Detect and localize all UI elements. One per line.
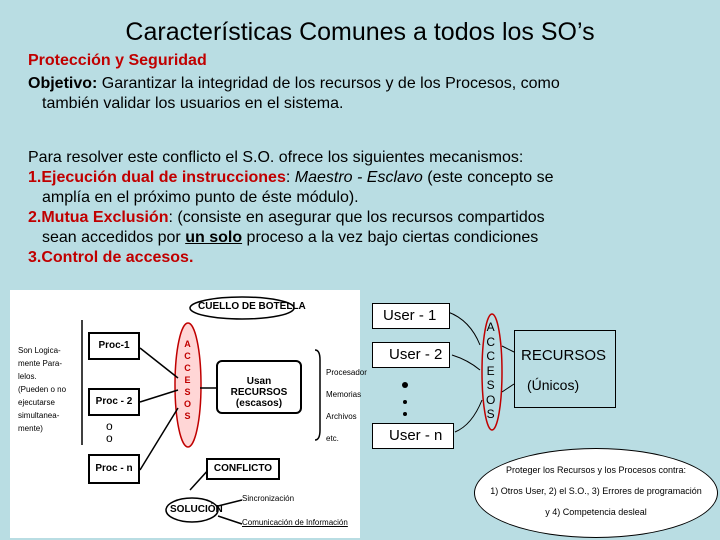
proc-2-label: Proc - 2: [95, 396, 133, 407]
user-1-box: [372, 303, 450, 329]
user-2-label: User - 2: [389, 346, 443, 363]
access-vertical-left: [184, 338, 191, 422]
user-1-label: User - 1: [383, 307, 437, 324]
mechanism-1-colon: :: [285, 169, 295, 186]
resources-box: [216, 360, 302, 414]
mechanism-1-italic: Maestro - Esclavo: [294, 169, 423, 186]
proc-n-box: [88, 454, 140, 484]
conflict-diagram: [10, 290, 367, 538]
access-letter: C: [486, 349, 495, 363]
side-note-line: (Pueden o no: [18, 385, 67, 394]
resource-type: Archivos: [326, 412, 357, 421]
mechanism-2-label: 2.Mutua Exclusión: [28, 209, 169, 226]
solution-item-1: Sincronización: [242, 494, 295, 503]
resources-box-line: (escasos): [235, 398, 283, 409]
protect-note-line-2: 1) Otros User, 2) el S.O., 3) Errores de programación: [490, 486, 702, 496]
objective-text-1: Garantizar la integridad de los recursos y de los Procesos, como: [97, 75, 560, 92]
mechanism-3-label: 3.Control de accesos.: [28, 249, 194, 266]
resource-types: [326, 362, 367, 450]
protect-note-line-3: y 4) Competencia desleal: [545, 507, 647, 517]
mechanism-2-line2b: proceso a la vez bajo ciertas condiciones: [242, 229, 539, 246]
solution-item-2: Comunicación de Información: [242, 518, 348, 527]
side-note-line: simultanea-: [18, 411, 60, 420]
mechanism-1-line2: amplía en el próximo punto de éste módulo).: [42, 189, 359, 206]
bottleneck-label: CUELLO DE BOTELLA: [198, 301, 306, 312]
ellipsis-circles: o o: [106, 419, 113, 445]
conflict-box: [206, 458, 280, 480]
mechanism-1-label: 1.Ejecución dual de instrucciones: [28, 169, 286, 186]
resources-box-line: Usan RECURSOS: [230, 376, 288, 398]
section-subtitle: Protección y Seguridad: [28, 52, 207, 69]
mechanisms-block: [28, 148, 708, 268]
protect-note-line-1: Proteger los Recursos y los Procesos contra:: [505, 465, 687, 475]
access-letter: O: [486, 392, 496, 407]
proc-1-box: [88, 332, 140, 360]
mechanisms-intro: Para resolver este conflicto el S.O. ofrece los siguientes mecanismos:: [28, 149, 524, 166]
unique-label: (Únicos): [527, 377, 580, 393]
access-letter: S: [184, 411, 191, 421]
side-note-line: lelos.: [18, 372, 37, 381]
access-letter: A: [184, 339, 191, 349]
conflict-label: CONFLICTO: [213, 463, 273, 474]
access-letter: E: [486, 363, 495, 378]
side-note-line: mente Para-: [18, 359, 63, 368]
resource-type: Memorias: [326, 390, 362, 399]
proc-n-label: Proc - n: [95, 463, 133, 474]
resources-rect: [514, 330, 616, 408]
access-letter: S: [486, 407, 495, 421]
resource-type: etc.: [326, 434, 339, 443]
proc-1-label: Proc-1: [98, 340, 130, 351]
user-2-box: [372, 342, 450, 368]
resources-label: RECURSOS: [521, 347, 607, 364]
access-letter: C: [486, 334, 495, 349]
side-note: [18, 344, 66, 435]
access-letter: A: [486, 320, 495, 334]
access-letter: O: [184, 399, 192, 409]
access-letter: S: [486, 378, 495, 392]
protect-note: [474, 460, 718, 523]
access-letter: E: [184, 375, 191, 385]
user-n-label: User - n: [389, 427, 443, 444]
objective-text-2: también validar los usuarios en el sistema.: [42, 95, 344, 112]
proc-2-box: [88, 388, 140, 416]
objective-label: Objetivo:: [28, 75, 98, 92]
side-note-line: mente): [18, 424, 43, 433]
page-title: Características Comunes a todos los SO’s: [125, 18, 595, 46]
resource-type: Procesador: [326, 368, 367, 377]
side-note-line: ejecutarse: [18, 398, 55, 407]
access-letter: S: [184, 387, 191, 397]
mechanism-2-rest: : (consiste en asegurar que los recursos compartidos: [168, 209, 545, 226]
mechanism-2-underline: un solo: [185, 229, 243, 246]
side-note-line: Son Logica-: [18, 346, 61, 355]
access-letter: C: [184, 351, 191, 361]
solution-label: SOLUCIÓN: [170, 504, 223, 515]
mechanism-1-rest: (este concepto se: [422, 169, 554, 186]
objective-paragraph: [28, 74, 708, 114]
mechanism-2-line2a: sean accedidos por: [42, 229, 186, 246]
access-letter: C: [184, 363, 191, 373]
access-vertical-right: [486, 320, 495, 422]
user-n-box: [372, 423, 454, 449]
